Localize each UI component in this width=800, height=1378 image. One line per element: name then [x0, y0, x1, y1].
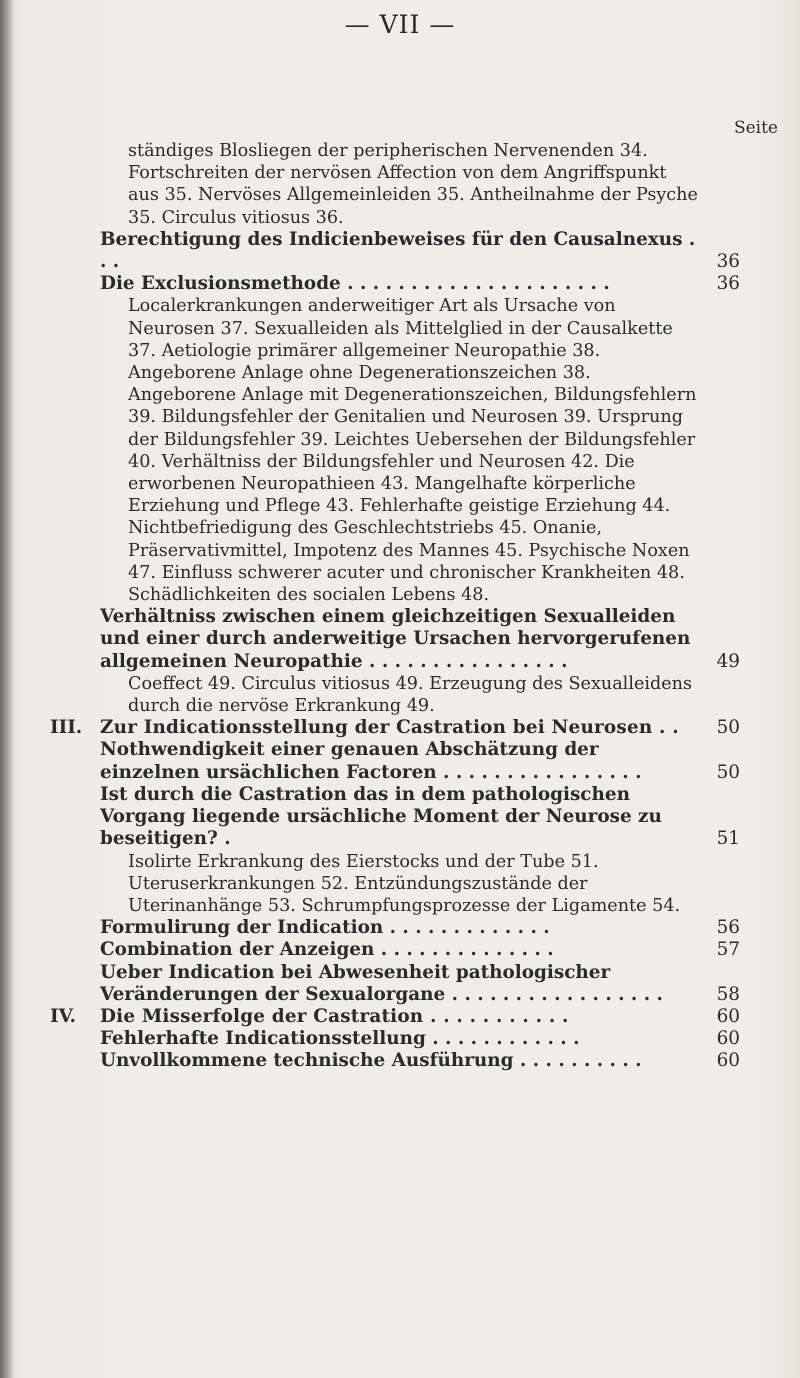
- toc-section-title: Ueber Indication bei Abwesenheit pathologischer Veränderungen der Sexualorgane . . . . . . . . . . . . . . . . .: [100, 961, 663, 1005]
- toc-chapter-entry: [50, 717, 740, 739]
- toc-section-entry: [50, 229, 740, 273]
- seite-label: Seite: [733, 118, 778, 138]
- toc-section-entry: [50, 606, 740, 673]
- toc-page-number: 50: [716, 761, 740, 783]
- toc-page-number: 60: [716, 1050, 740, 1072]
- toc-section-title: Verhältniss zwischen einem gleichzeitigen Sexualleiden und einer durch anderweitige Ursachen hervorgerufenen allgemeinen Neuropathie . . . . . . . . . . . . . . . .: [100, 606, 691, 672]
- toc-section-entry: [50, 1028, 740, 1050]
- toc-page-number: 56: [716, 917, 740, 939]
- toc-chapter-number: III.: [50, 717, 83, 739]
- toc-page-number: 58: [716, 983, 740, 1005]
- toc-page-number: 57: [716, 939, 740, 961]
- toc-section-title: Combination der Anzeigen . . . . . . . . . . . . . .: [100, 939, 554, 961]
- toc-subentry-text: ständiges Blosliegen der peripherischen Nervenenden 34. Fortschreiten der nervösen Affection von dem Angriffspunkt aus 35. Nervöses Allgemeinleiden 35. Antheilnahme der Psyche 35. Circulus vitiosus 36.: [128, 141, 698, 228]
- toc-subentry-text: Coeffect 49. Circulus vitiosus 49. Erzeugung des Sexualleidens durch die nervöse Erkrankung 49.: [128, 673, 693, 717]
- toc-section-entry: [50, 784, 740, 851]
- toc-page-number: 50: [716, 717, 740, 739]
- toc-subentry-text: Isolirte Erkrankung des Eierstocks und der Tube 51. Uteruserkrankungen 52. Entzündungszustände der Uterinanhänge 53. Schrumpfungsprozesse der Ligamente 54.: [128, 851, 681, 916]
- toc-section-entry: [50, 917, 740, 939]
- toc-section-title: Berechtigung des Indicienbeweises für den Causalnexus . . .: [100, 228, 696, 273]
- toc-page-number: 60: [716, 1005, 740, 1027]
- toc-section-title: Unvollkommene technische Ausführung . . . . . . . . . .: [100, 1050, 642, 1072]
- toc-page-number: 60: [716, 1028, 740, 1050]
- toc-section-entry: [50, 273, 740, 295]
- toc-section-title: Die Exclusionsmethode . . . . . . . . . . . . . . . . . . . . .: [100, 273, 610, 295]
- toc-chapter-number: IV.: [50, 1005, 77, 1027]
- toc-section-title: Fehlerhafte Indicationsstellung . . . . . . . . . . . .: [100, 1028, 580, 1050]
- toc-section-entry: [50, 739, 740, 783]
- toc-page-number: 51: [716, 828, 740, 850]
- table-of-contents: [50, 140, 740, 1073]
- toc-subentry-text: Localerkrankungen anderweitiger Art als Ursache von Neurosen 37. Sexualleiden als Mittelglied in der Causalkette 37. Aetiologie primärer allgemeiner Neuropathie 38. Angeborene Anlage ohne Degenerationszeichen 38. Angeborene Anlage mit Degenerationszeichen, Bildungsfehlern 39. Bildungsfehler der Genitalien und Neurosen 39. Ursprung der Bildungsfehler 39. Leichtes Uebersehen der Bildungsfehler 40. Verhältniss der Bildungsfehler und Neurosen 42. Die erworbenen Neuropathieen 43. Mangelhafte körperliche Erziehung und Pflege 43. Fehlerhafte geistige Erziehung 44. Nichtbefriedigung des Geschlechtstriebs 45. Onanie, Präservativmittel, Impotenz des Mannes 45. Psychische Noxen 47. Einfluss schwerer acuter und chronischer Krankheiten 48. Schädlichkeiten des socialen Lebens 48.: [128, 296, 697, 606]
- toc-section-entry: [50, 1050, 740, 1072]
- book-spine-shadow: [0, 0, 14, 1378]
- toc-section-title: Ist durch die Castration das in dem pathologischen Vorgang liegende ursächliche Moment der Neurose zu beseitigen? .: [100, 783, 662, 850]
- toc-section-title: Nothwendigkeit einer genauen Abschätzung der einzelnen ursächlichen Factoren . . . . . . . . . . . . . . . .: [100, 739, 642, 783]
- toc-section-title: Formulirung der Indication . . . . . . . . . . . . .: [100, 917, 550, 939]
- toc-section-entry: [50, 939, 740, 961]
- page-header: — VII —: [344, 10, 456, 39]
- toc-section-entry: [50, 962, 740, 1006]
- toc-chapter-entry: [50, 1006, 740, 1028]
- toc-page-number: 49: [716, 650, 740, 672]
- toc-page-number: 36: [716, 251, 740, 273]
- toc-chapter-title: Zur Indicationsstellung der Castration bei Neurosen . .: [100, 717, 679, 739]
- toc-page-number: 36: [716, 273, 740, 295]
- toc-chapter-title: Die Misserfolge der Castration . . . . . . . . . . .: [100, 1005, 569, 1027]
